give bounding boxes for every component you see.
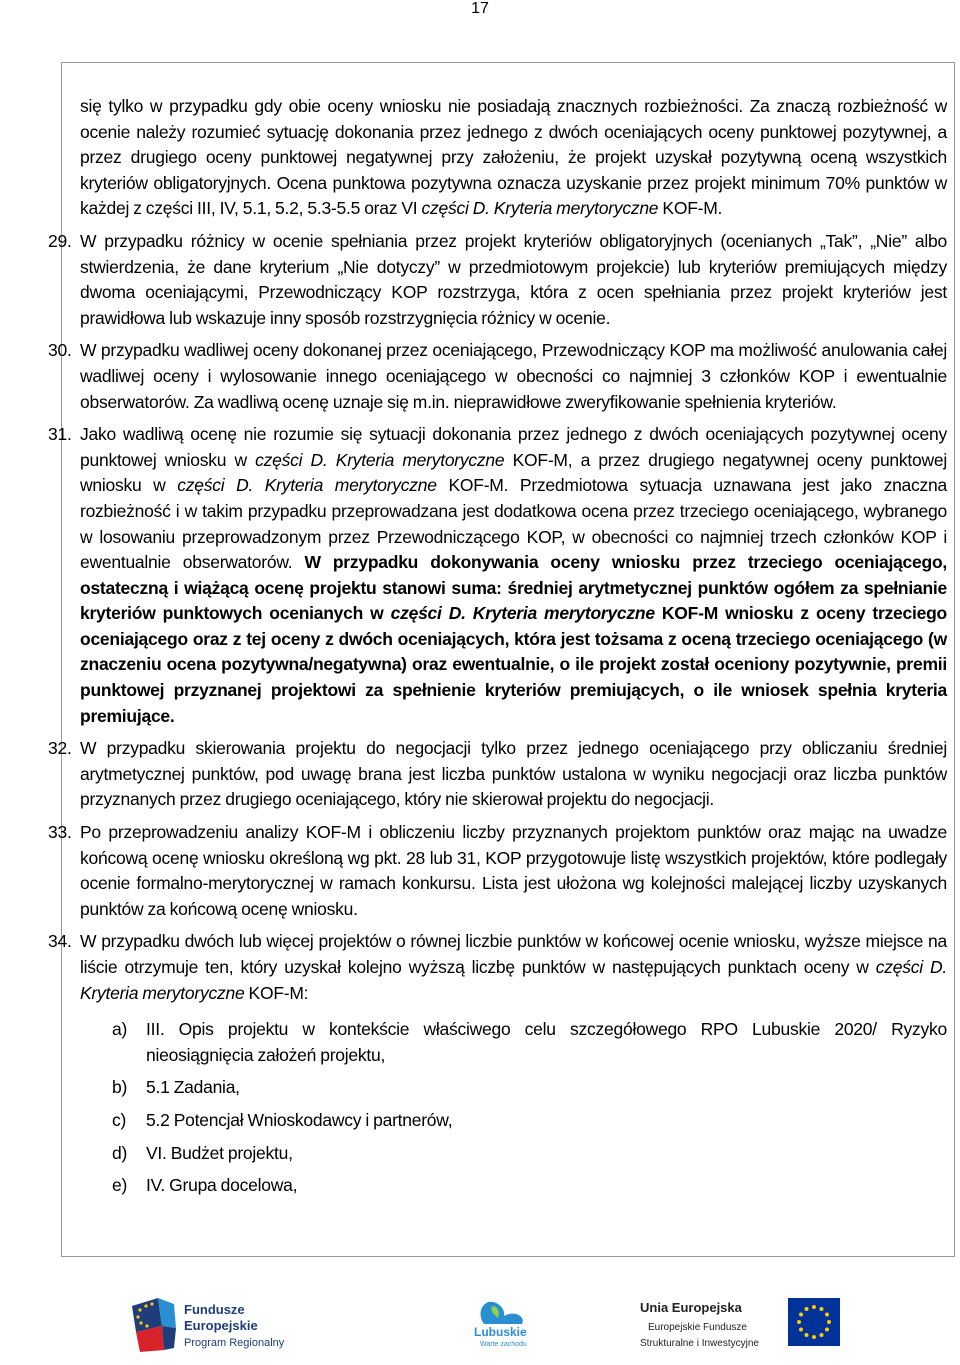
eu-star xyxy=(812,1305,816,1309)
ue-line3: Strukturalne i Inwestycyjne xyxy=(640,1338,759,1349)
list-item: d) VI. Budżet projektu, xyxy=(112,1142,293,1163)
paragraph-number: 32. xyxy=(48,738,72,759)
paragraph-34: 34. W przypadku dwóch lub więcej projektów o równej liczbie punktów w końcowej ocenie wniosku, wyższe miejsce na liście otrzymuje ten, który uzyskał kolejno wyższą liczbę punktów w następujących punktach oceny w części D. Kryteria merytoryczne KOF-M: xyxy=(48,931,948,1003)
lubuskie-logo xyxy=(470,1298,550,1348)
eu-star xyxy=(825,1313,829,1317)
document-body xyxy=(48,94,948,1199)
eu-logo xyxy=(640,1294,840,1354)
paragraph-number: 29. xyxy=(48,230,72,251)
paragraph-30: 30. W przypadku wadliwej oceny dokonanej przez oceniającego, Przewodniczący KOP ma możliwość anulowania całej wadliwej oceny i wylosowanie innego oceniającego w obecności co najmniej 3 członków KOP i ewentualnie obserwatorów. Za wadliwą ocenę uznaje się m.in. nieprawidłowe zweryfikowanie spełnienia kryteriów. xyxy=(48,340,947,412)
paragraph-29: 29. W przypadku różnicy w ocenie spełniania przez projekt kryteriów obligatoryjnych (ocenianych „Tak”, „Nie” albo stwierdzenia, że dane kryterium „Nie dotyczy” w przedmiotowym projekcie) lub kryteriów premiujących między dwoma oceniającymi, Przewodniczący KOP rozstrzyga, która z ocen spełniania przez projekt kryteriów jest prawidłowa lub wskazuje inny sposób rozstrzygnięcia różnicy w ocenie. xyxy=(48,230,947,328)
eu-star xyxy=(797,1320,801,1324)
eu-star xyxy=(820,1333,824,1337)
paragraph-32: 32. W przypadku skierowania projektu do negocjacji tylko przez jednego oceniającego przy obliczaniu średniej arytmetycznej punktów, pod uwagę brana jest liczba punktów ustalona w wyniku negocjacji oraz liczba punktów przyznanych przez drugiego oceniającego, który nie skierował projektu do negocjacji. xyxy=(48,738,947,810)
eu-star xyxy=(799,1313,803,1317)
paragraph-33: 33. Po przeprowadzeniu analizy KOF-M i obliczeniu liczby przyznanych projektom punktów oraz mając na uwadze końcową ocenę wniosku określoną wg pkt. 28 lub 31, KOP przygotowuje listę wszystkich projektów, które podlegały ocenie formalno-merytorycznej w ramach konkursu. Lista jest ułożona wg kolejności malejącej liczby uzyskanych punktów za końcową ocenę wniosku. xyxy=(48,822,947,919)
eu-star xyxy=(805,1333,809,1337)
fe-line1: Fundusze xyxy=(184,1302,245,1317)
eu-star xyxy=(820,1307,824,1311)
intro-paragraph: się tylko w przypadku gdy obie oceny wniosku nie posiadają znacznych rozbieżności. Za znaczą rozbieżność w ocenie należy rozumieć sytuację dokonania przez jednego z dwóch oceniających oceny punktowej pozytywnej, a przez drugiego oceny punktowej negatywnej przy założeniu, że projekt uzyskał pozytywną oceną wszystkich kryteriów obligatoryjnych. Ocena punktowa pozytywna oznacza uzyskanie przez projekt minimum 70% punktów w każdej z części III, IV, 5.1, 5.2, 5.3-5.5 oraz VI części D. Kryteria merytoryczne KOF-M. xyxy=(80,96,947,219)
paragraph-number: 34. xyxy=(48,931,72,952)
ue-line2: Europejskie Fundusze xyxy=(648,1322,747,1333)
fundusze-europejskie-logo xyxy=(128,1292,288,1356)
fe-line2: Europejskie xyxy=(184,1318,258,1333)
paragraph-number: 31. xyxy=(48,424,72,445)
paragraph-number: 33. xyxy=(48,822,72,843)
paragraph-number: 30. xyxy=(48,340,72,361)
eu-star xyxy=(825,1328,829,1332)
eu-star xyxy=(827,1320,831,1324)
list-item: e) IV. Grupa docelowa, xyxy=(112,1175,298,1196)
list-item: b) 5.1 Zadania, xyxy=(112,1077,240,1098)
list-item: a) III. Opis projektu w kontekście właściwego celu szczegółowego RPO Lubuskie 2020/ Ryzyko nieosiągnięcia założeń projektu, xyxy=(112,1019,947,1065)
eu-star xyxy=(812,1335,816,1339)
list-item: c) 5.2 Potencjał Wnioskodawcy i partnerów, xyxy=(112,1109,453,1130)
fe-line3: Program Regionalny xyxy=(184,1337,285,1349)
lubuskie-line2: Warte zachodu xyxy=(480,1341,527,1348)
eu-star xyxy=(805,1307,809,1311)
ue-line1: Unia Europejska xyxy=(640,1300,742,1315)
paragraph-31: 31. Jako wadliwą ocenę nie rozumie się sytuacji dokonania przez jednego z dwóch oceniających pozytywnej oceny punktowej wniosku w części D. Kryteria merytoryczne KOF-M, a przez drugiego negatywnej oceny punktowej wniosku w części D. Kryteria merytoryczne KOF-M. Przedmiotowa sytuacja uznawana jest jako znaczna rozbieżność i w takim przypadku przeprowadzana jest dodatkowa ocena przez trzeciego oceniającego, wybranego w losowaniu przeprowadzonym przez Przewodniczącego KOP, w obecności co najmniej trzech członków KOP i ewentualnie obserwatorów. W przypadku dokonywania oceny wniosku przez trzeciego oceniającego, ostateczną i wiążącą ocenę projektu stanowi suma: średniej arytmetycznej punktów ogółem za spełnianie kryteriów punktowych ocenianych w części D. Kryteria merytoryczne KOF-M wniosku z oceny trzeciego oceniającego oraz z tej oceny z dwóch oceniających, która jest tożsama z oceną trzeciego oceniającego (w znaczeniu ocena pozytywna/negatywna) oraz ewentualnie, o ile projekt został oceniony pozytywnie, premii punktowej przyznanej projektowi za spełnienie kryteriów premiujących, o ile wniosek spełnia kryteria premiujące. xyxy=(48,424,948,726)
lubuskie-line1: Lubuskie xyxy=(474,1325,527,1339)
eu-star xyxy=(799,1328,803,1332)
footer-logos xyxy=(0,1290,960,1360)
page-number: 17 xyxy=(471,0,489,17)
